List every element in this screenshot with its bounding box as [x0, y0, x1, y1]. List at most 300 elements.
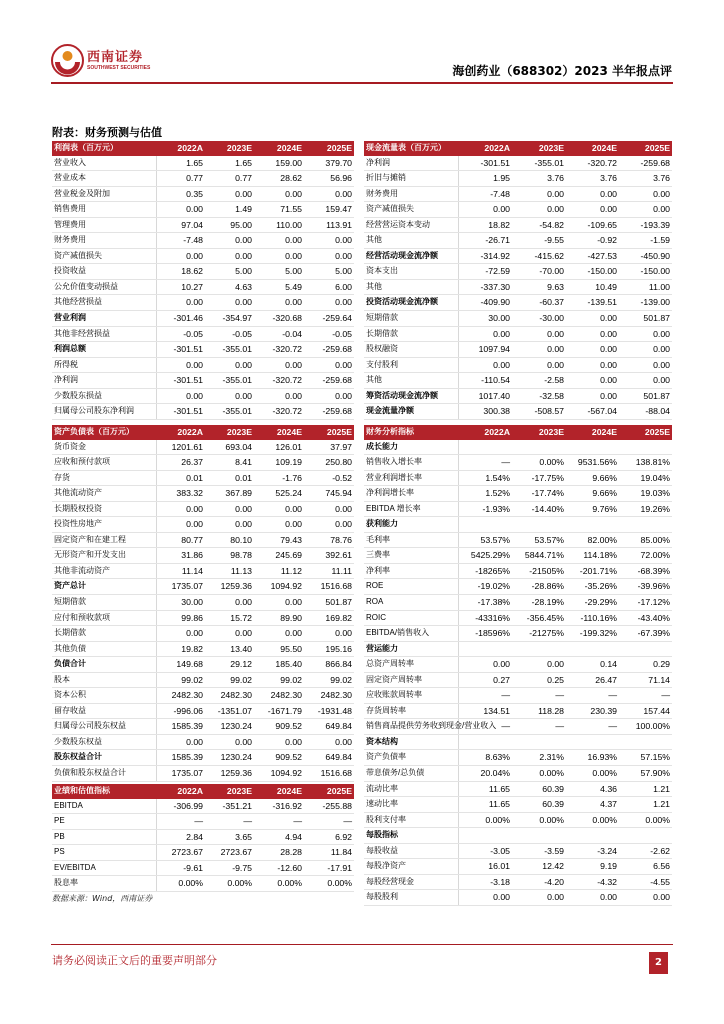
year-header: 2025E — [619, 141, 672, 156]
value-cell: 0.00 — [254, 295, 304, 311]
value-cell: — — [458, 719, 512, 735]
value-cell: 0.00 — [304, 734, 354, 750]
table-title: 业绩和估值指标 — [52, 784, 156, 799]
value-cell: 693.04 — [205, 440, 254, 455]
row-label: 支付股利 — [364, 357, 458, 373]
table-row — [52, 326, 354, 342]
value-cell: -415.62 — [512, 248, 566, 264]
table-row — [364, 595, 672, 611]
value-cell: -28.19% — [512, 595, 566, 611]
row-label: 股权融资 — [364, 342, 458, 358]
value-cell: 80.10 — [205, 532, 254, 548]
value-cell: 1230.24 — [205, 750, 254, 766]
value-cell: 525.24 — [254, 486, 304, 502]
table-row — [52, 233, 354, 249]
value-cell: 0.00 — [566, 326, 619, 342]
value-cell: 0.00 — [254, 357, 304, 373]
value-cell: 649.84 — [304, 719, 354, 735]
value-cell: 392.61 — [304, 548, 354, 564]
value-cell: 0.00 — [156, 501, 205, 517]
value-cell: -1.76 — [254, 470, 304, 486]
row-label: ROA — [364, 595, 458, 611]
row-label: 长期股权投资 — [52, 501, 156, 517]
value-cell: 0.00 — [156, 295, 205, 311]
logo-emblem-icon — [51, 44, 84, 77]
table-row — [52, 719, 354, 735]
row-label: EBITDA 增长率 — [364, 501, 458, 517]
value-cell: 0.00% — [512, 455, 566, 471]
value-cell: -301.51 — [156, 373, 205, 389]
value-cell — [458, 734, 512, 750]
year-header: 2022A — [156, 141, 205, 156]
value-cell — [512, 517, 566, 533]
value-cell: 9.19 — [566, 859, 619, 875]
row-label: 每股经营现金 — [364, 874, 458, 890]
value-cell: -199.32% — [566, 626, 619, 642]
logo-chinese-name: 西南证券 — [87, 50, 144, 65]
value-cell: 85.00% — [619, 532, 672, 548]
value-cell: 1017.40 — [458, 388, 512, 404]
value-cell — [458, 828, 512, 844]
value-cell: 100.00% — [619, 719, 672, 735]
value-cell: -259.68 — [304, 373, 354, 389]
value-cell: 0.00 — [304, 501, 354, 517]
value-cell: 0.00 — [512, 202, 566, 218]
value-cell: 12.42 — [512, 859, 566, 875]
data-source-note: 数据来源：Wind，西南证券 — [52, 894, 153, 903]
value-cell: 0.00 — [304, 186, 354, 202]
value-cell: 8.63% — [458, 750, 512, 766]
value-cell: 118.28 — [512, 703, 566, 719]
valuation-table — [52, 784, 354, 892]
value-cell: 159.00 — [254, 156, 304, 171]
value-cell: -316.92 — [254, 799, 304, 814]
value-cell: 2.31% — [512, 750, 566, 766]
value-cell: -3.59 — [512, 843, 566, 859]
table-row — [364, 563, 672, 579]
value-cell: — — [304, 814, 354, 830]
table-row — [364, 279, 672, 295]
value-cell: 11.14 — [156, 563, 205, 579]
row-label: 财务费用 — [52, 233, 156, 249]
value-cell: 5.00 — [304, 264, 354, 280]
row-label: 流动比率 — [364, 781, 458, 797]
table-title: 财务分析指标 — [364, 425, 458, 440]
value-cell: 28.28 — [254, 845, 304, 861]
table-row — [52, 688, 354, 704]
row-label: 管理费用 — [52, 217, 156, 233]
value-cell: 0.14 — [566, 657, 619, 673]
table-row — [52, 641, 354, 657]
value-cell: -9.55 — [512, 233, 566, 249]
value-cell: 230.39 — [566, 703, 619, 719]
value-cell: -4.55 — [619, 874, 672, 890]
value-cell: 0.00% — [512, 766, 566, 782]
row-label: 负债和股东权益合计 — [52, 766, 156, 782]
value-cell: 0.00 — [512, 657, 566, 673]
row-label: 投资活动现金流净额 — [364, 295, 458, 311]
value-cell: -70.00 — [512, 264, 566, 280]
value-cell: 1.65 — [156, 156, 205, 171]
value-cell: -12.60 — [254, 860, 304, 876]
table-row — [364, 703, 672, 719]
row-label: 速动比率 — [364, 797, 458, 813]
row-label: 资产减值损失 — [52, 248, 156, 264]
value-cell: 89.90 — [254, 610, 304, 626]
value-cell: -139.51 — [566, 295, 619, 311]
table-title: 资产负债表（百万元） — [52, 425, 156, 440]
row-label: 利润总额 — [52, 342, 156, 358]
value-cell: -72.59 — [458, 264, 512, 280]
value-cell: 110.00 — [254, 217, 304, 233]
value-cell: 57.90% — [619, 766, 672, 782]
row-label: EBITDA/销售收入 — [364, 626, 458, 642]
value-cell: -337.30 — [458, 279, 512, 295]
value-cell: 29.12 — [205, 657, 254, 673]
table-row — [364, 626, 672, 642]
row-label: 长期借款 — [52, 626, 156, 642]
row-label: 负债合计 — [52, 657, 156, 673]
row-label: 所得税 — [52, 357, 156, 373]
value-cell: 0.00% — [254, 876, 304, 892]
value-cell: — — [512, 688, 566, 704]
value-cell: 30.00 — [458, 311, 512, 327]
value-cell: 28.62 — [254, 171, 304, 187]
value-cell: 71.14 — [619, 672, 672, 688]
table-row — [364, 326, 672, 342]
table-row — [364, 781, 672, 797]
table-row — [364, 828, 672, 844]
value-cell: 19.26% — [619, 501, 672, 517]
table-row — [364, 501, 672, 517]
value-cell: 0.00% — [205, 876, 254, 892]
value-cell: 0.00 — [254, 595, 304, 611]
value-cell — [566, 828, 619, 844]
row-label: 折旧与摊销 — [364, 171, 458, 187]
value-cell: -259.68 — [304, 342, 354, 358]
value-cell: -2.58 — [512, 373, 566, 389]
value-cell: 71.55 — [254, 202, 304, 218]
value-cell: -17.75% — [512, 470, 566, 486]
value-cell: 0.00 — [156, 248, 205, 264]
value-cell: -9.61 — [156, 860, 205, 876]
value-cell: -32.58 — [512, 388, 566, 404]
table-row — [52, 532, 354, 548]
value-cell: 501.87 — [619, 311, 672, 327]
table-row — [52, 860, 354, 876]
footer-disclaimer: 请务必阅读正文后的重要声明部分 — [52, 954, 217, 967]
value-cell: 0.00 — [619, 373, 672, 389]
row-label: 公允价值变动损益 — [52, 279, 156, 295]
row-label: 少数股东权益 — [52, 734, 156, 750]
value-cell: 11.13 — [205, 563, 254, 579]
value-cell: 4.94 — [254, 829, 304, 845]
value-cell — [458, 517, 512, 533]
value-cell: -3.24 — [566, 843, 619, 859]
value-cell: 0.00 — [205, 295, 254, 311]
table-row — [52, 311, 354, 327]
value-cell: 5425.29% — [458, 548, 512, 564]
table-row — [52, 373, 354, 389]
value-cell: 5844.71% — [512, 548, 566, 564]
value-cell: -508.57 — [512, 404, 566, 420]
table-row — [364, 890, 672, 906]
value-cell: -355.01 — [205, 373, 254, 389]
value-cell: -68.39% — [619, 563, 672, 579]
value-cell: -0.05 — [205, 326, 254, 342]
section-title: 附表：财务预测与估值 — [52, 126, 162, 139]
year-header: 2024E — [254, 784, 304, 799]
value-cell: -409.90 — [458, 295, 512, 311]
value-cell: 0.00% — [566, 766, 619, 782]
value-cell: 6.56 — [619, 859, 672, 875]
value-cell: 134.51 — [458, 703, 512, 719]
table-row — [364, 532, 672, 548]
value-cell: 1735.07 — [156, 579, 205, 595]
table-row — [52, 626, 354, 642]
value-cell: 0.00 — [458, 326, 512, 342]
value-cell: 19.04% — [619, 470, 672, 486]
value-cell: 0.00 — [619, 342, 672, 358]
value-cell: 114.18% — [566, 548, 619, 564]
value-cell: — — [254, 814, 304, 830]
row-label: 股利支付率 — [364, 812, 458, 828]
value-cell: 0.00 — [254, 233, 304, 249]
value-cell: 1585.39 — [156, 750, 205, 766]
value-cell: 5.49 — [254, 279, 304, 295]
value-cell: 0.00 — [566, 890, 619, 906]
table-row — [364, 797, 672, 813]
value-cell: 5.00 — [254, 264, 304, 280]
value-cell: -3.18 — [458, 874, 512, 890]
year-header: 2025E — [619, 425, 672, 440]
row-label: 固定资产周转率 — [364, 672, 458, 688]
row-label: ROIC — [364, 610, 458, 626]
value-cell — [619, 517, 672, 533]
row-label: 营业收入 — [52, 156, 156, 171]
value-cell: 31.86 — [156, 548, 205, 564]
value-cell: 866.84 — [304, 657, 354, 673]
value-cell: 909.52 — [254, 750, 304, 766]
table-row — [364, 202, 672, 218]
value-cell: 2723.67 — [205, 845, 254, 861]
value-cell: -320.72 — [566, 156, 619, 171]
value-cell: 2482.30 — [304, 688, 354, 704]
value-cell: 159.47 — [304, 202, 354, 218]
page-number: 2 — [649, 952, 668, 974]
value-cell: 53.57% — [512, 532, 566, 548]
row-label: 销售商品提供劳务收到现金/营业收入 — [364, 719, 458, 735]
value-cell: — — [512, 719, 566, 735]
value-cell: 57.15% — [619, 750, 672, 766]
value-cell: 0.00 — [205, 626, 254, 642]
row-label: 营运能力 — [364, 641, 458, 657]
row-label: 存货周转率 — [364, 703, 458, 719]
row-label: 归属母公司股东净利润 — [52, 404, 156, 420]
value-cell: 1094.92 — [254, 579, 304, 595]
value-cell: 0.00 — [566, 311, 619, 327]
value-cell: 501.87 — [304, 595, 354, 611]
table-row — [364, 641, 672, 657]
value-cell: 26.47 — [566, 672, 619, 688]
report-title: 海创药业（688302）2023 半年报点评 — [452, 64, 672, 78]
value-cell: 9.66% — [566, 486, 619, 502]
row-label: 营业利润 — [52, 311, 156, 327]
table-row — [364, 470, 672, 486]
value-cell: 0.00 — [254, 186, 304, 202]
value-cell: 2723.67 — [156, 845, 205, 861]
value-cell: 0.00 — [512, 186, 566, 202]
value-cell: 16.93% — [566, 750, 619, 766]
year-header: 2023E — [205, 784, 254, 799]
value-cell: -21505% — [512, 563, 566, 579]
row-label: 其他经营损益 — [52, 295, 156, 311]
value-cell: 138.81% — [619, 455, 672, 471]
value-cell: 53.57% — [458, 532, 512, 548]
row-label: 带息债务/总负债 — [364, 766, 458, 782]
value-cell: -110.16% — [566, 610, 619, 626]
table-header-row — [52, 141, 354, 156]
value-cell: -301.51 — [156, 404, 205, 420]
value-cell: 0.00 — [205, 357, 254, 373]
value-cell: 0.00 — [619, 326, 672, 342]
value-cell: 95.00 — [205, 217, 254, 233]
row-label: 净利润 — [52, 373, 156, 389]
value-cell: -351.21 — [205, 799, 254, 814]
row-label: 经营营运资本变动 — [364, 217, 458, 233]
value-cell: -1.59 — [619, 233, 672, 249]
row-label: 其他 — [364, 279, 458, 295]
value-cell: -30.00 — [512, 311, 566, 327]
row-label: 每股指标 — [364, 828, 458, 844]
row-label: 少数股东损益 — [52, 388, 156, 404]
value-cell: 98.78 — [205, 548, 254, 564]
row-label: 三费率 — [364, 548, 458, 564]
value-cell: -355.01 — [512, 156, 566, 171]
year-header: 2024E — [254, 141, 304, 156]
value-cell: 113.91 — [304, 217, 354, 233]
value-cell: — — [458, 455, 512, 471]
value-cell: 4.36 — [566, 781, 619, 797]
value-cell: 9531.56% — [566, 455, 619, 471]
year-header: 2025E — [304, 141, 354, 156]
value-cell: 2.84 — [156, 829, 205, 845]
row-label: 短期借款 — [364, 311, 458, 327]
value-cell: 1094.92 — [254, 766, 304, 782]
value-cell: 0.00% — [304, 876, 354, 892]
table-row — [364, 440, 672, 455]
row-label: 留存收益 — [52, 703, 156, 719]
value-cell: 1735.07 — [156, 766, 205, 782]
value-cell: 16.01 — [458, 859, 512, 875]
table-row — [52, 548, 354, 564]
value-cell: 0.00 — [254, 248, 304, 264]
year-header: 2023E — [205, 141, 254, 156]
value-cell: 0.00 — [619, 202, 672, 218]
value-cell: 0.00 — [304, 295, 354, 311]
value-cell: -1931.48 — [304, 703, 354, 719]
table-row — [52, 470, 354, 486]
value-cell: 1259.36 — [205, 579, 254, 595]
header-divider — [51, 82, 673, 84]
row-label: 无形资产和开发支出 — [52, 548, 156, 564]
value-cell: -320.72 — [254, 373, 304, 389]
value-cell: 26.37 — [156, 455, 205, 471]
value-cell — [619, 828, 672, 844]
table-row — [364, 750, 672, 766]
value-cell: -2.62 — [619, 843, 672, 859]
row-label: 应付和预收款项 — [52, 610, 156, 626]
table-row — [364, 766, 672, 782]
value-cell: 501.87 — [619, 388, 672, 404]
year-header: 2022A — [458, 425, 512, 440]
table-row — [52, 814, 354, 830]
row-label: EBITDA — [52, 799, 156, 814]
table-row — [364, 579, 672, 595]
value-cell: -7.48 — [458, 186, 512, 202]
value-cell: 169.82 — [304, 610, 354, 626]
value-cell: 0.00 — [304, 626, 354, 642]
table-header-row — [364, 425, 672, 440]
table-row — [364, 156, 672, 171]
balance-sheet-table — [52, 425, 354, 782]
value-cell: 0.00 — [254, 734, 304, 750]
row-label: 毛利率 — [364, 532, 458, 548]
value-cell: 0.00% — [156, 876, 205, 892]
table-row — [52, 388, 354, 404]
value-cell: 909.52 — [254, 719, 304, 735]
value-cell: 13.40 — [205, 641, 254, 657]
table-row — [52, 799, 354, 814]
table-row — [52, 517, 354, 533]
table-row — [52, 171, 354, 187]
row-label: 资本公积 — [52, 688, 156, 704]
row-label: 存货 — [52, 470, 156, 486]
table-row — [364, 311, 672, 327]
value-cell: 2482.30 — [205, 688, 254, 704]
value-cell: 11.84 — [304, 845, 354, 861]
value-cell: -19.02% — [458, 579, 512, 595]
table-title: 利润表（百万元） — [52, 141, 156, 156]
value-cell: 5.00 — [205, 264, 254, 280]
row-label: PE — [52, 814, 156, 830]
value-cell: 0.00% — [458, 812, 512, 828]
table-row — [364, 812, 672, 828]
value-cell: 9.63 — [512, 279, 566, 295]
value-cell: 1.95 — [458, 171, 512, 187]
row-label: 资产减值损失 — [364, 202, 458, 218]
row-label: 货币资金 — [52, 440, 156, 455]
value-cell: 0.00 — [458, 657, 512, 673]
row-label: 固定资产和在建工程 — [52, 532, 156, 548]
row-label: 每股收益 — [364, 843, 458, 859]
table-row — [52, 501, 354, 517]
value-cell: 0.00% — [566, 812, 619, 828]
value-cell: -29.29% — [566, 595, 619, 611]
row-label: 净利润增长率 — [364, 486, 458, 502]
table-header-row — [52, 784, 354, 799]
value-cell: 1259.36 — [205, 766, 254, 782]
row-label: 其他负债 — [52, 641, 156, 657]
value-cell: 0.00 — [254, 501, 304, 517]
year-header: 2025E — [304, 425, 354, 440]
value-cell: 0.00 — [566, 357, 619, 373]
value-cell: -996.06 — [156, 703, 205, 719]
value-cell: 0.00 — [566, 186, 619, 202]
table-header-row — [52, 425, 354, 440]
value-cell: -18265% — [458, 563, 512, 579]
value-cell: -0.52 — [304, 470, 354, 486]
